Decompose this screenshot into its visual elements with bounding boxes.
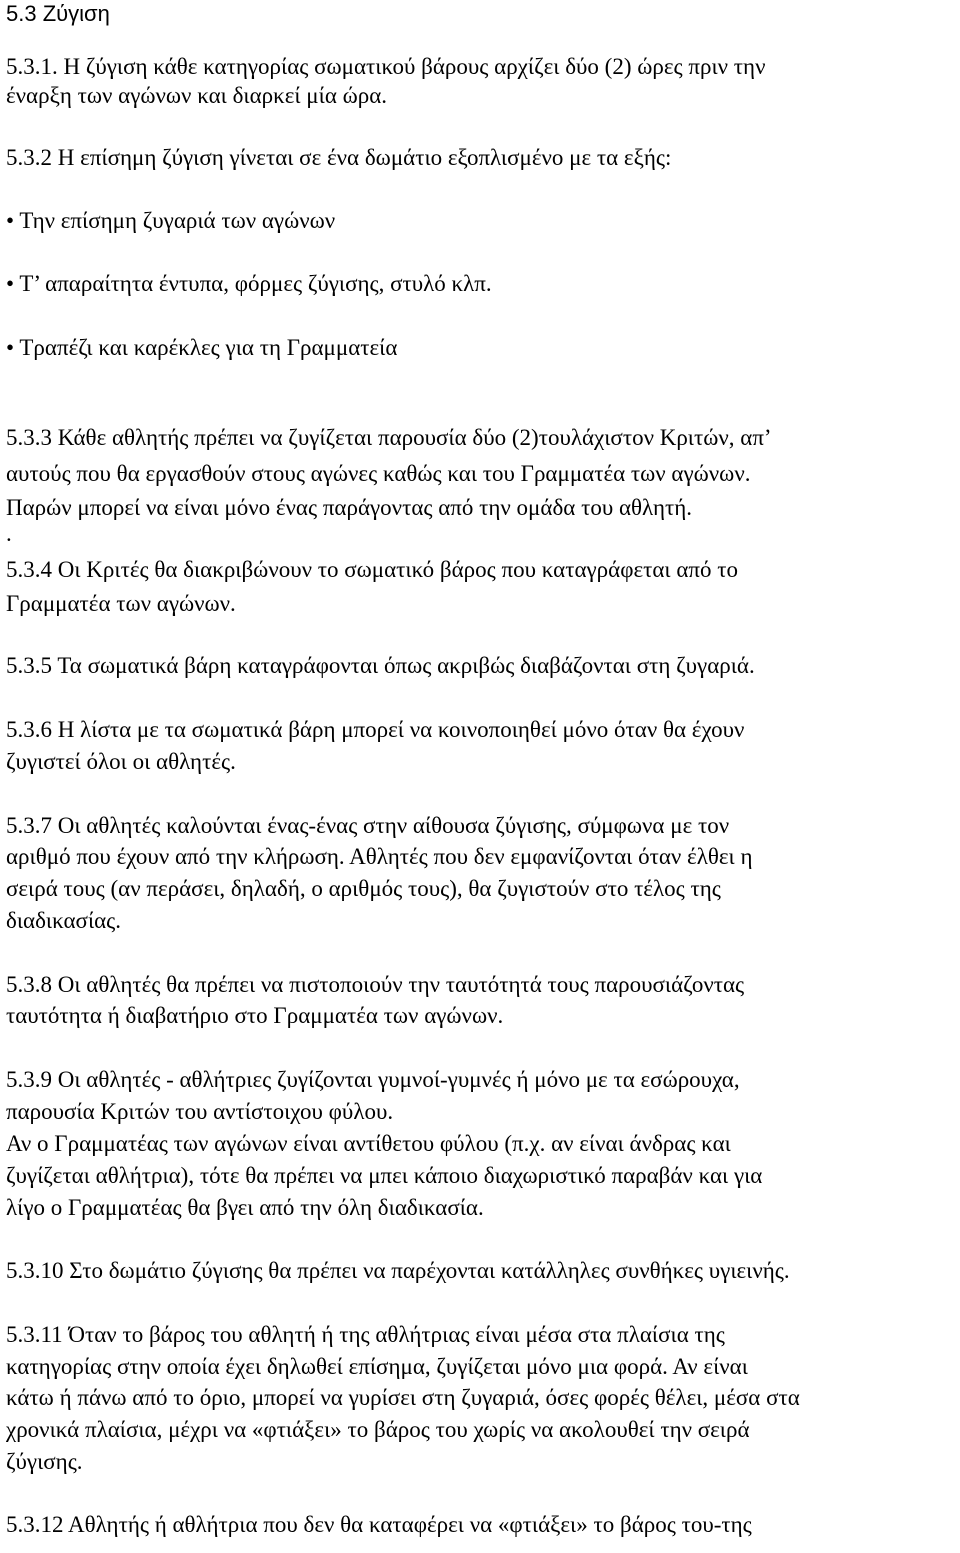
paragraph-5-3-9-line-4: ζυγίζεται αθλήτρια), τότε θα πρέπει να μπει κάποιο διαχωριστικό παραβάν και για: [6, 1163, 763, 1188]
paragraph-5-3-10: 5.3.10 Στο δωμάτιο ζύγισης θα πρέπει να παρέχονται κατάλληλες συνθήκες υγιεινής.: [6, 1258, 790, 1283]
paragraph-5-3-3-line-2: αυτούς που θα εργασθούν στους αγώνες καθώς και του Γραμματέα των αγώνων.: [6, 461, 751, 486]
paragraph-5-3-11-line-5: ζύγισης.: [6, 1449, 83, 1474]
paragraph-5-3-9-line-1: 5.3.9 Οι αθλητές - αθλήτριες ζυγίζονται γυμνοί-γυμνές ή μόνο με τα εσώρουχα,: [6, 1067, 740, 1092]
paragraph-5-3-3-line-4: .: [6, 521, 12, 546]
paragraph-5-3-11-line-2: κατηγορίας στην οποία έχει δηλωθεί επίσημα, ζυγίζεται μόνο μια φορά. Αν είναι: [6, 1354, 748, 1379]
paragraph-5-3-11-line-1: 5.3.11 Όταν το βάρος του αθλητή ή της αθλήτριας είναι μέσα στα πλαίσια της: [6, 1322, 725, 1347]
paragraph-5-3-3-line-1: 5.3.3 Κάθε αθλητής πρέπει να ζυγίζεται παρουσία δύο (2)τουλάχιστον Κριτών, απ’: [6, 425, 772, 450]
paragraph-5-3-9-line-5: λίγο ο Γραμματέας θα βγει από την όλη διαδικασία.: [6, 1195, 484, 1220]
paragraph-5-3-2: 5.3.2 Η επίσημη ζύγιση γίνεται σε ένα δωμάτιο εξοπλισμένο με τα εξής:: [6, 145, 672, 170]
paragraph-5-3-3-line-3: Παρών μπορεί να είναι μόνο ένας παράγοντας από την ομάδα του αθλητή.: [6, 495, 693, 520]
paragraph-5-3-9-line-3: Αν ο Γραμματέας των αγώνων είναι αντίθετου φύλου (π.χ. αν είναι άνδρας και: [6, 1131, 731, 1156]
paragraph-5-3-7-line-2: αριθμό που έχουν από την κλήρωση. Αθλητές που δεν εμφανίζονται όταν έλθει η: [6, 844, 753, 869]
bullet-item-forms: • Τ’ απαραίτητα έντυπα, φόρμες ζύγισης, στυλό κλπ.: [6, 271, 492, 296]
paragraph-5-3-4-line-2: Γραμματέα των αγώνων.: [6, 591, 236, 616]
paragraph-5-3-6-line-2: ζυγιστεί όλοι οι αθλητές.: [6, 749, 236, 774]
paragraph-5-3-7-line-1: 5.3.7 Οι αθλητές καλούνται ένας-ένας στην αίθουσα ζύγισης, σύμφωνα με τον: [6, 813, 730, 838]
paragraph-5-3-5: 5.3.5 Τα σωματικά βάρη καταγράφονται όπως ακριβώς διαβάζονται στη ζυγαριά.: [6, 653, 755, 678]
section-title: 5.3 Ζύγιση: [6, 1, 110, 26]
paragraph-5-3-12: 5.3.12 Αθλητής ή αθλήτρια που δεν θα καταφέρει να «φτιάξει» το βάρος του-της: [6, 1512, 752, 1537]
bullet-item-scale: • Την επίσημη ζυγαριά των αγώνων: [6, 208, 336, 233]
paragraph-5-3-9-line-2: παρουσία Κριτών του αντίστοιχου φύλου.: [6, 1099, 394, 1124]
paragraph-5-3-11-line-3: κάτω ή πάνω από το όριο, μπορεί να γυρίσει στη ζυγαριά, όσες φορές θέλει, μέσα στα: [6, 1385, 800, 1410]
paragraph-5-3-4-line-1: 5.3.4 Οι Κριτές θα διακριβώνουν το σωματικό βάρος που καταγράφεται από το: [6, 557, 739, 582]
paragraph-5-3-1-line-1: 5.3.1. Η ζύγιση κάθε κατηγορίας σωματικού βάρους αρχίζει δύο (2) ώρες πριν την: [6, 54, 766, 79]
paragraph-5-3-8-line-1: 5.3.8 Οι αθλητές θα πρέπει να πιστοποιούν την ταυτότητά τους παρουσιάζοντας: [6, 972, 745, 997]
paragraph-5-3-7-line-3: σειρά τους (αν περάσει, δηλαδή, ο αριθμός τους), θα ζυγιστούν στο τέλος της: [6, 876, 721, 901]
paragraph-5-3-11-line-4: χρονικά πλαίσια, μέχρι να «φτιάξει» το βάρος του χωρίς να ακολουθεί την σειρά: [6, 1417, 750, 1442]
paragraph-5-3-7-line-4: διαδικασίας.: [6, 908, 122, 933]
paragraph-5-3-6-line-1: 5.3.6 Η λίστα με τα σωματικά βάρη μπορεί να κοινοποιηθεί μόνο όταν θα έχουν: [6, 717, 745, 742]
bullet-item-table: • Τραπέζι και καρέκλες για τη Γραμματεία: [6, 335, 398, 360]
paragraph-5-3-1-line-2: έναρξη των αγώνων και διαρκεί μία ώρα.: [6, 83, 388, 108]
paragraph-5-3-8-line-2: ταυτότητα ή διαβατήριο στο Γραμματέα των αγώνων.: [6, 1003, 504, 1028]
